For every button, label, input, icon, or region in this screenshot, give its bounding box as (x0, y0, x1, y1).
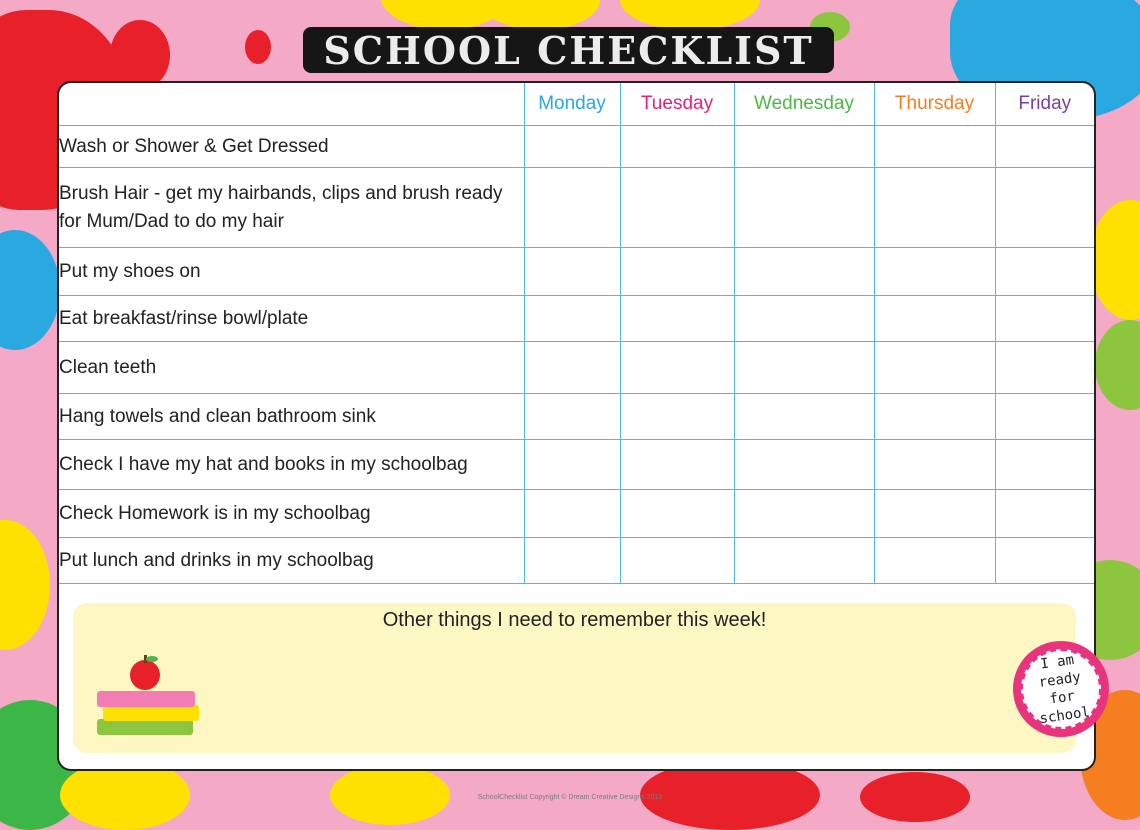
ready-for-school-badge (1013, 641, 1109, 737)
check-cell-friday[interactable] (995, 440, 1094, 490)
table-row (59, 394, 1094, 440)
check-cell-monday[interactable] (524, 440, 620, 490)
check-cell-friday[interactable] (995, 394, 1094, 440)
table-row (59, 342, 1094, 394)
table-row (59, 168, 1094, 248)
check-cell-wednesday[interactable] (734, 342, 874, 394)
task-column-header (59, 83, 524, 126)
check-cell-friday[interactable] (995, 490, 1094, 538)
task-label: Wash or Shower & Get Dressed (59, 126, 524, 168)
checklist-card (57, 81, 1096, 771)
day-header-wednesday: Wednesday (734, 83, 874, 126)
day-header-thursday: Thursday (874, 83, 995, 126)
notes-title: Other things I need to remember this week! (382, 609, 767, 631)
task-label: Check Homework is in my schoolbag (59, 490, 524, 538)
check-cell-thursday[interactable] (874, 490, 995, 538)
books-apple-icon (93, 651, 203, 741)
check-cell-wednesday[interactable] (734, 490, 874, 538)
check-cell-tuesday[interactable] (620, 342, 734, 394)
check-cell-wednesday[interactable] (734, 394, 874, 440)
check-cell-monday[interactable] (524, 490, 620, 538)
table-row (59, 538, 1094, 584)
check-cell-monday[interactable] (524, 538, 620, 584)
check-cell-tuesday[interactable] (620, 538, 734, 584)
check-cell-thursday[interactable] (874, 538, 995, 584)
task-label: Check I have my hat and books in my schoolbag (59, 440, 524, 490)
check-cell-tuesday[interactable] (620, 440, 734, 490)
check-cell-wednesday[interactable] (734, 538, 874, 584)
task-label: Clean teeth (59, 342, 524, 394)
title-banner (303, 27, 834, 73)
check-cell-friday[interactable] (995, 126, 1094, 168)
check-cell-wednesday[interactable] (734, 440, 874, 490)
check-cell-thursday[interactable] (874, 440, 995, 490)
page-title: SCHOOL CHECKLIST (323, 27, 814, 73)
checklist-table (59, 83, 1094, 584)
check-cell-monday[interactable] (524, 168, 620, 248)
check-cell-thursday[interactable] (874, 296, 995, 342)
task-rows (59, 126, 1094, 584)
check-cell-tuesday[interactable] (620, 394, 734, 440)
task-label: Put my shoes on (59, 248, 524, 296)
task-label: Eat breakfast/rinse bowl/plate (59, 296, 524, 342)
check-cell-tuesday[interactable] (620, 248, 734, 296)
table-row (59, 440, 1094, 490)
check-cell-tuesday[interactable] (620, 296, 734, 342)
check-cell-wednesday[interactable] (734, 126, 874, 168)
check-cell-friday[interactable] (995, 296, 1094, 342)
check-cell-friday[interactable] (995, 248, 1094, 296)
check-cell-wednesday[interactable] (734, 168, 874, 248)
check-cell-monday[interactable] (524, 394, 620, 440)
check-cell-thursday[interactable] (874, 342, 995, 394)
copyright-footer: SchoolChecklist Copyright © Dream Creative Designs 2013 (477, 794, 663, 801)
check-cell-tuesday[interactable] (620, 126, 734, 168)
day-header-monday: Monday (524, 83, 620, 126)
check-cell-thursday[interactable] (874, 168, 995, 248)
day-header-tuesday: Tuesday (620, 83, 734, 126)
header-row (59, 83, 1094, 126)
table-row (59, 248, 1094, 296)
check-cell-thursday[interactable] (874, 248, 995, 296)
table-row (59, 490, 1094, 538)
day-header-friday: Friday (995, 83, 1094, 126)
check-cell-monday[interactable] (524, 296, 620, 342)
check-cell-monday[interactable] (524, 126, 620, 168)
table-row (59, 296, 1094, 342)
check-cell-tuesday[interactable] (620, 490, 734, 538)
badge-text: I am ready for school (1037, 651, 1091, 728)
check-cell-friday[interactable] (995, 342, 1094, 394)
table-row (59, 126, 1094, 168)
check-cell-wednesday[interactable] (734, 248, 874, 296)
check-cell-friday[interactable] (995, 538, 1094, 584)
check-cell-monday[interactable] (524, 342, 620, 394)
check-cell-wednesday[interactable] (734, 296, 874, 342)
task-label: Put lunch and drinks in my schoolbag (59, 538, 524, 584)
check-cell-thursday[interactable] (874, 126, 995, 168)
check-cell-thursday[interactable] (874, 394, 995, 440)
task-label: Hang towels and clean bathroom sink (59, 394, 524, 440)
task-label: Brush Hair - get my hairbands, clips and brush ready for Mum/Dad to do my hair (59, 168, 524, 248)
check-cell-tuesday[interactable] (620, 168, 734, 248)
check-cell-monday[interactable] (524, 248, 620, 296)
notes-panel (73, 603, 1076, 753)
check-cell-friday[interactable] (995, 168, 1094, 248)
